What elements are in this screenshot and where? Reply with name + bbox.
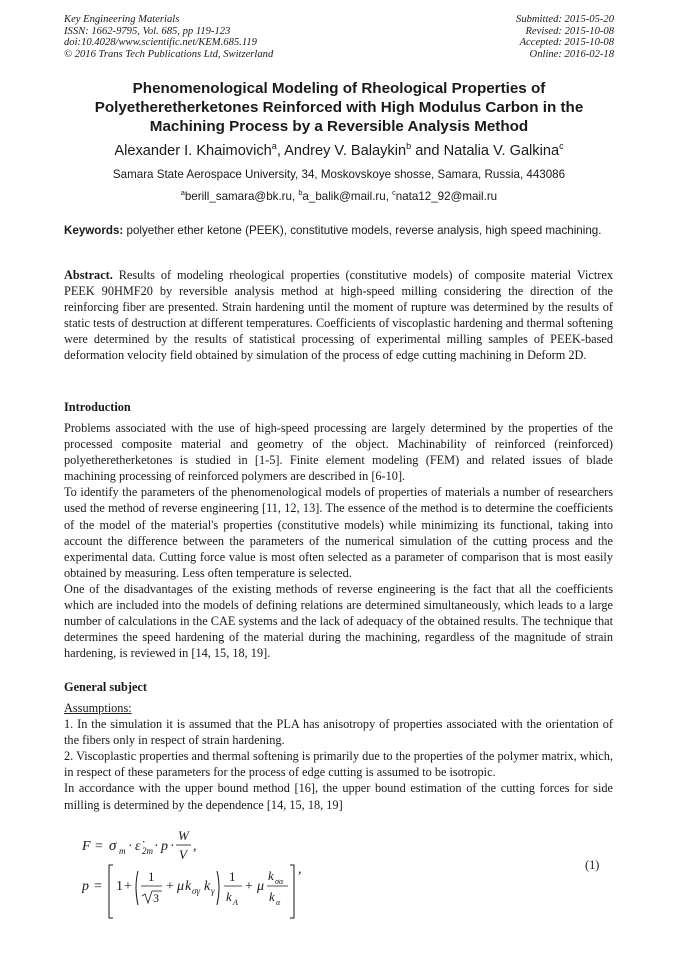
online-date: Online: 2016-02-18 xyxy=(529,48,614,60)
abstract-label: Abstract. xyxy=(64,268,113,282)
paragraph: In accordance with the upper bound method [16], the upper bound estimation of the cutting forces for side milling is determined by the dependence [14, 15, 18, 19] xyxy=(64,781,613,812)
eq-symbol: + xyxy=(124,879,132,894)
eq-symbol: p xyxy=(161,839,168,854)
left-bracket xyxy=(109,865,113,918)
eq-symbol: k xyxy=(269,889,275,904)
eq-symbol: = xyxy=(94,879,102,894)
general-subject-heading: General subject xyxy=(64,680,147,694)
sqrt-sign xyxy=(142,891,162,903)
eq-symbol: · xyxy=(154,839,159,854)
introduction-body xyxy=(64,420,613,661)
right-bracket xyxy=(290,865,294,918)
affiliation-mark: b xyxy=(406,141,412,152)
copyright-line: © 2016 Trans Tech Publications Ltd, Switzerland xyxy=(64,48,274,60)
paragraph: To identify the parameters of the phenomenological models of properties of materials a number of researchers used the method of reverse engineering [11, 12, 13]. The essence of the method is to determine the coefficients of the model of the material's properties (constitutive models) while minimizing its functional, taking into account the difference between the parameters of the numerical simulation of the cutting process and the experimental data. Cutting force value is most often selected as a parameter of comparison that is most easily obtained by measuring. Less often temperature is selected. xyxy=(64,485,613,580)
eq-symbol: · xyxy=(128,839,133,854)
email-text: berill_samara@bk.ru, xyxy=(184,190,299,203)
affiliation-mark: c xyxy=(392,188,396,198)
affiliation-mark: a xyxy=(271,141,277,152)
eq-symbol: μ xyxy=(177,879,185,894)
affiliation-mark: b xyxy=(298,188,303,198)
eq-symbol: = xyxy=(95,839,103,854)
eq-symbol: · xyxy=(170,839,175,854)
left-paren xyxy=(136,871,138,905)
journal-name: Key Engineering Materials xyxy=(64,14,180,25)
title-line: Machining Process by a Reversible Analysis Method xyxy=(149,118,529,135)
assumptions-label: Assumptions: xyxy=(64,701,132,715)
paragraph: One of the disadvantages of the existing methods of reverse engineering is the fact that all the coefficients which are included into the models of defining relations are determined simultaneously, which leads to a large number of calculations in the CAE systems and the lack of adequacy of the obtained results. The technique that determines the speed hardening of the material during the machining, regardless of the magnitude of strain hardening, is reviewed in [14, 15, 18, 19]. xyxy=(64,581,613,661)
keywords-text: polyether ether ketone (PEEK), constitutive models, reverse analysis, high speed machining. xyxy=(123,224,602,237)
eq-symbol: k xyxy=(185,879,192,894)
accepted-date: Accepted: 2015-10-08 xyxy=(519,37,614,49)
introduction-heading: Introduction xyxy=(64,400,131,414)
keywords-label: Keywords: xyxy=(64,224,124,237)
author-emails xyxy=(0,190,678,204)
affiliation-mark: a xyxy=(180,188,185,198)
general-subject-body xyxy=(64,700,613,813)
eq-subscript: σα xyxy=(275,877,284,886)
author-separator: , xyxy=(276,143,285,159)
eq-subscript: α xyxy=(276,898,281,907)
paper-title xyxy=(56,79,622,136)
eq-symbol: σ xyxy=(109,838,117,854)
right-paren xyxy=(217,871,219,905)
eq-subscript: γ xyxy=(211,886,215,896)
eq-subscript: A xyxy=(233,898,238,907)
eq-symbol: p xyxy=(82,879,89,894)
eq-symbol: k xyxy=(204,879,211,894)
submitted-date: Submitted: 2015-05-20 xyxy=(516,14,614,25)
eq-symbol: k xyxy=(226,889,232,904)
eq-subscript: 2m xyxy=(142,846,153,856)
abstract-text: Results of modeling rheological properties (constitutive models) of composite material Victrex PEEK 90HMF20 by reversible analysis method at high-speed milling considering the direction of the reinforcing fiber are presented. Strain hardening until the moment of rupture was determined by the results of static tests of destruction at different temperatures. Coefficients of viscoplastic hardening and thermal softening were determined by the results of statistical processing of experimental milling samples of PEEK-based deformation velocity field obtained by simulation of the process of edge cutting machining in Deform 2D. xyxy=(64,268,613,363)
eq-subscript: σγ xyxy=(192,886,200,896)
title-line: Polyetheretherketones Reinforced with High Modulus Carbon in the xyxy=(94,99,584,116)
paragraph: 2. Viscoplastic properties and thermal softening is primarily due to the properties of the polymer matrix, which, in respect of these parameters for the process of edge cutting is assumed to be isotropic. xyxy=(64,749,613,780)
eq-symbol: 1 xyxy=(148,869,155,884)
eq-symbol: μ xyxy=(257,879,265,894)
eq-subscript: m xyxy=(119,846,126,856)
email-text: a_balik@mail.ru, xyxy=(302,190,393,203)
affiliation: Samara State Aerospace University, 34, Moskovskoye shosse, Samara, Russia, 443086 xyxy=(112,168,566,181)
eq-symbol: 1 xyxy=(229,869,236,884)
author-name: Alexander I. Khaimovich xyxy=(114,143,272,159)
paragraph: Problems associated with the use of high-speed processing are largely determined by the properties of the processed composite material and geometry of the object. Machinability of reinforced (reinforced) polyetheretherketones is studied in [1-5]. Finite element modeling (FEM) and related issues of blade machining processing of reinforced polymers are described in [6-10]. xyxy=(64,421,613,484)
journal-info xyxy=(64,14,273,60)
doi-line: doi:10.4028/www.scientific.net/KEM.685.119 xyxy=(64,37,257,49)
author-separator: and xyxy=(411,143,444,159)
email-text: nata12_92@mail.ru xyxy=(395,190,498,203)
eq-symbol: V xyxy=(179,847,187,862)
eq-symbol: , xyxy=(298,862,302,877)
eq-symbol: 3 xyxy=(153,891,159,905)
eq-symbol: W xyxy=(178,828,189,843)
author-name: Natalia V. Galkina xyxy=(443,143,560,159)
eq-symbol: ε̇ xyxy=(135,839,141,854)
equation-number: (1) xyxy=(585,858,600,872)
dates-info xyxy=(516,14,614,60)
issn-line: ISSN: 1662-9795, Vol. 685, pp 119-123 xyxy=(64,25,231,37)
author-name: Andrey V. Balaykin xyxy=(284,143,407,159)
eq-symbol: , xyxy=(193,839,197,854)
equation-1 xyxy=(82,823,622,933)
eq-symbol: 1 xyxy=(116,879,123,894)
keywords-section xyxy=(64,224,613,239)
eq-symbol: k xyxy=(268,868,274,883)
eq-symbol: F xyxy=(82,839,91,854)
affiliation-mark: c xyxy=(559,141,564,152)
paragraph: 1. In the simulation it is assumed that the PLA has anisotropy of properties associated with the orientation of the fibers only in respect of strain hardening. xyxy=(64,717,613,748)
author-list xyxy=(0,142,678,160)
abstract-section xyxy=(64,267,613,364)
title-line: Phenomenological Modeling of Rheological Properties of xyxy=(132,80,546,97)
revised-date: Revised: 2015-10-08 xyxy=(525,25,614,37)
eq-symbol: + xyxy=(166,879,174,894)
eq-symbol: + xyxy=(245,879,253,894)
